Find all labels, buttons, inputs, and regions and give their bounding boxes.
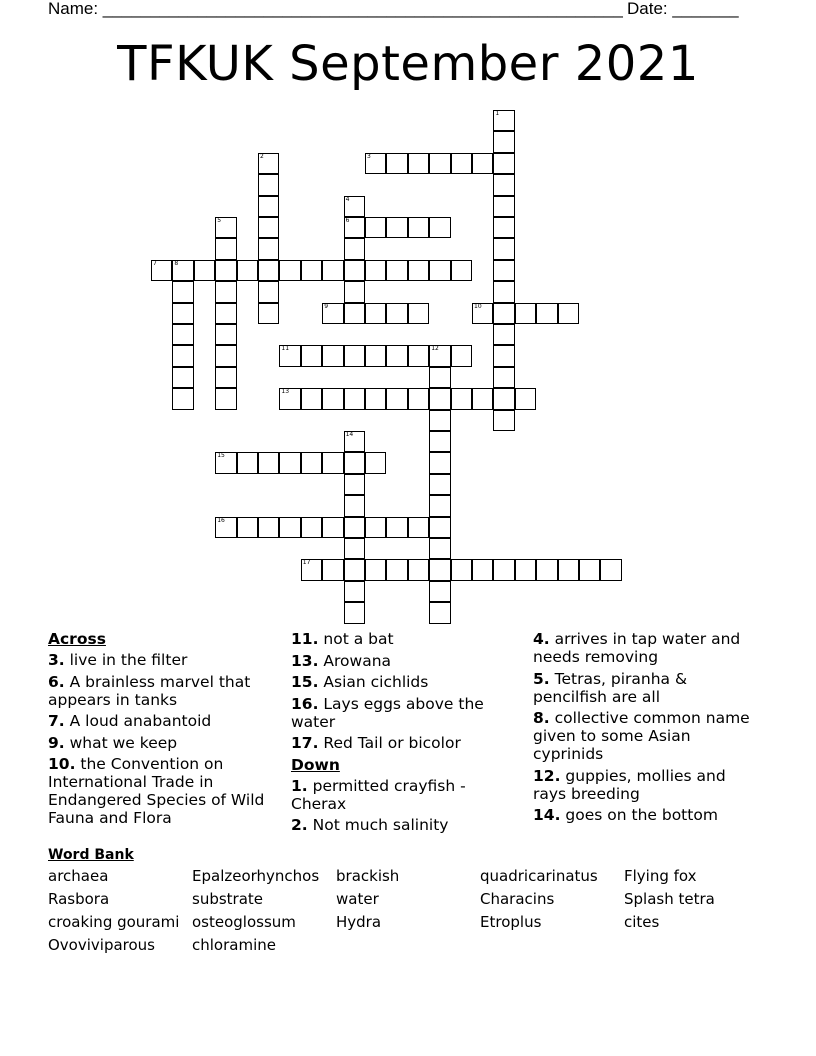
clue-across-6: 6. A brainless marvel that appears in tanks: [48, 672, 251, 709]
clue-down-5: 5. Tetras, piranha & pencilfish are all: [533, 669, 688, 706]
grid-cell[interactable]: [344, 388, 365, 409]
grid-cell[interactable]: [279, 388, 300, 409]
clue-across-13: 13. Arowana: [291, 651, 392, 670]
clue-across-10: 10. the Convention on International Trade in Endangered Species of Wild Fauna and Flora: [48, 755, 265, 827]
word-bank-list: [48, 865, 768, 957]
cell-number: 5: [217, 217, 222, 224]
clue-across-17: 17. Red Tail or bicolor: [291, 734, 461, 752]
grid-cell[interactable]: [215, 281, 236, 302]
clue-across-7: 7. A loud anabantoid: [48, 712, 212, 730]
grid-cell[interactable]: [451, 153, 472, 174]
clues-column-1: [48, 630, 288, 831]
grid-cell[interactable]: [215, 303, 236, 324]
grid-cell[interactable]: [429, 388, 450, 409]
grid-cell[interactable]: [386, 303, 407, 324]
grid-cell[interactable]: [194, 260, 215, 281]
word-bank-item: quadricarinatus: [480, 867, 598, 885]
cell-number: 3: [367, 152, 371, 160]
grid-cell[interactable]: [429, 559, 450, 580]
grid-cell[interactable]: [365, 217, 386, 238]
grid-cell[interactable]: [344, 538, 365, 559]
grid-cell[interactable]: [365, 303, 386, 324]
word-bank-item: Characins: [480, 890, 555, 908]
grid-cell[interactable]: [215, 388, 236, 409]
grid-cell[interactable]: [408, 153, 429, 174]
word-bank-item: chloramine: [192, 936, 276, 954]
grid-cell[interactable]: [172, 303, 193, 324]
grid-cell[interactable]: [493, 217, 514, 238]
grid-cell[interactable]: [344, 431, 365, 452]
grid-cell[interactable]: [344, 238, 365, 259]
grid-cell[interactable]: [365, 517, 386, 538]
grid-cell[interactable]: [344, 217, 365, 238]
grid-cell[interactable]: [451, 388, 472, 409]
word-bank-item: cites: [624, 913, 660, 931]
word-bank-item: Flying fox: [624, 867, 697, 885]
grid-cell[interactable]: [365, 345, 386, 366]
grid-cell[interactable]: [172, 345, 193, 366]
grid-cell[interactable]: [429, 217, 450, 238]
grid-cell[interactable]: [386, 345, 407, 366]
grid-cell[interactable]: [344, 452, 365, 473]
grid-cell[interactable]: [172, 281, 193, 302]
grid-cell[interactable]: [493, 324, 514, 345]
word-bank-item: Hydra: [336, 913, 382, 931]
grid-cell[interactable]: [429, 345, 450, 366]
grid-cell[interactable]: [322, 260, 343, 281]
grid-cell[interactable]: [279, 260, 300, 281]
word-bank-item: osteoglossum: [192, 913, 296, 931]
grid-cell[interactable]: [215, 238, 236, 259]
grid-cell[interactable]: [344, 345, 365, 366]
grid-cell[interactable]: [237, 260, 258, 281]
grid-cell[interactable]: [279, 345, 300, 366]
grid-cell[interactable]: [429, 495, 450, 516]
grid-cell[interactable]: [258, 174, 279, 195]
word-bank-item: archaea: [48, 867, 109, 885]
grid-cell[interactable]: [279, 452, 300, 473]
word-bank-item: Splash tetra: [624, 890, 715, 908]
grid-cell[interactable]: [408, 303, 429, 324]
grid-cell[interactable]: [172, 367, 193, 388]
cell-number: 10: [474, 302, 482, 310]
grid-cell[interactable]: [429, 602, 450, 623]
grid-cell[interactable]: [493, 131, 514, 152]
grid-cell[interactable]: [215, 517, 236, 538]
cell-number: 4: [345, 195, 350, 203]
grid-cell[interactable]: [215, 217, 236, 238]
clue-down-2: 2. Not much salinity: [291, 816, 449, 834]
grid-cell[interactable]: [493, 559, 514, 580]
grid-cell[interactable]: [493, 367, 514, 388]
grid-cell[interactable]: [429, 410, 450, 431]
grid-cell[interactable]: [493, 238, 514, 259]
grid-cell[interactable]: [493, 153, 514, 174]
grid-cell[interactable]: [429, 153, 450, 174]
name-field-label: Name: _______________________________________________________: [48, 0, 623, 18]
grid-cell[interactable]: [451, 559, 472, 580]
grid-cell[interactable]: [386, 559, 407, 580]
word-bank-item: croaking gourami: [48, 913, 180, 931]
grid-cell[interactable]: [344, 303, 365, 324]
grid-cell[interactable]: [515, 388, 536, 409]
word-bank-item: water: [336, 890, 379, 908]
grid-cell[interactable]: [386, 260, 407, 281]
cell-number: 6: [345, 217, 350, 224]
grid-cell[interactable]: [215, 260, 236, 281]
grid-cell[interactable]: [344, 581, 365, 602]
grid-cell[interactable]: [472, 559, 493, 580]
grid-cell[interactable]: [151, 260, 172, 281]
grid-cell[interactable]: [258, 196, 279, 217]
cell-number: 14: [345, 431, 354, 438]
grid-cell[interactable]: [344, 281, 365, 302]
grid-cell[interactable]: [301, 559, 322, 580]
grid-cell[interactable]: [301, 345, 322, 366]
clue-down-14: 14. goes on the bottom: [533, 806, 718, 824]
grid-cell[interactable]: [429, 474, 450, 495]
down-heading: Down: [291, 755, 340, 774]
clue-across-16: 16. Lays eggs above the water: [291, 694, 484, 731]
grid-cell[interactable]: [344, 559, 365, 580]
grid-cell[interactable]: [172, 260, 193, 281]
grid-cell[interactable]: [600, 559, 621, 580]
grid-cell[interactable]: [386, 217, 407, 238]
clue-down-4: 4. arrives in tap water and needs removing: [533, 630, 741, 666]
grid-cell[interactable]: [493, 196, 514, 217]
grid-cell[interactable]: [344, 495, 365, 516]
grid-cell[interactable]: [301, 452, 322, 473]
cell-number: 9: [324, 302, 329, 310]
grid-cell[interactable]: [472, 303, 493, 324]
grid-cell[interactable]: [472, 388, 493, 409]
grid-cell[interactable]: [322, 452, 343, 473]
grid-cell[interactable]: [172, 388, 193, 409]
grid-cell[interactable]: [344, 260, 365, 281]
cell-number: 7: [153, 259, 157, 267]
grid-cell[interactable]: [408, 260, 429, 281]
grid-cell[interactable]: [493, 281, 514, 302]
grid-cell[interactable]: [429, 581, 450, 602]
grid-cell[interactable]: [536, 559, 557, 580]
grid-cell[interactable]: [322, 388, 343, 409]
grid-cell[interactable]: [493, 260, 514, 281]
grid-cell[interactable]: [365, 260, 386, 281]
grid-cell[interactable]: [493, 303, 514, 324]
grid-cell[interactable]: [429, 367, 450, 388]
grid-cell[interactable]: [365, 452, 386, 473]
cell-number: 2: [260, 152, 264, 160]
cell-number: 17: [302, 559, 311, 567]
grid-cell[interactable]: [322, 559, 343, 580]
cell-number: 15: [217, 452, 225, 460]
grid-cell[interactable]: [429, 538, 450, 559]
grid-cell[interactable]: [237, 517, 258, 538]
grid-cell[interactable]: [451, 345, 472, 366]
clues-column-2: [291, 630, 511, 838]
clue-across-15: 15. Asian cichlids: [291, 673, 429, 691]
grid-cell[interactable]: [408, 217, 429, 238]
clue-down-1: 1. permitted crayfish - Cherax: [291, 776, 466, 813]
grid-cell[interactable]: [322, 345, 343, 366]
grid-cell[interactable]: [493, 410, 514, 431]
word-bank-item: Etroplus: [480, 913, 542, 931]
grid-cell[interactable]: [558, 559, 579, 580]
grid-cell[interactable]: [408, 559, 429, 580]
grid-cell[interactable]: [258, 238, 279, 259]
grid-cell[interactable]: [429, 431, 450, 452]
grid-cell[interactable]: [515, 303, 536, 324]
word-bank-title: Word Bank: [48, 847, 134, 863]
grid-cell[interactable]: [408, 388, 429, 409]
cell-number: 1: [495, 110, 500, 117]
grid-cell[interactable]: [301, 388, 322, 409]
grid-cell[interactable]: [322, 303, 343, 324]
grid-cell[interactable]: [515, 559, 536, 580]
grid-cell[interactable]: [279, 517, 300, 538]
page-title: TFKUK September 2021: [117, 36, 699, 92]
grid-cell[interactable]: [472, 153, 493, 174]
cell-number: 13: [281, 388, 290, 396]
grid-cell[interactable]: [365, 153, 386, 174]
clues-column-3: [533, 630, 763, 828]
grid-cell[interactable]: [215, 452, 236, 473]
grid-cell[interactable]: [386, 388, 407, 409]
grid-cell[interactable]: [386, 153, 407, 174]
across-heading: Across: [48, 630, 106, 648]
grid-cell[interactable]: [301, 517, 322, 538]
date-field-label: Date: _______: [627, 0, 739, 18]
clue-across-3: 3. live in the filter: [48, 651, 188, 669]
grid-cell[interactable]: [429, 517, 450, 538]
word-bank-item: Rasbora: [48, 890, 110, 908]
grid-cell[interactable]: [237, 452, 258, 473]
word-bank-item: Epalzeorhynchos: [192, 867, 320, 885]
clue-across-11: 11. not a bat: [291, 630, 394, 648]
grid-cell[interactable]: [386, 517, 407, 538]
grid-cell[interactable]: [258, 217, 279, 238]
cell-number: 16: [217, 516, 225, 524]
grid-cell[interactable]: [493, 345, 514, 366]
grid-cell[interactable]: [258, 303, 279, 324]
grid-cell[interactable]: [429, 260, 450, 281]
grid-cell[interactable]: [322, 517, 343, 538]
grid-cell[interactable]: [215, 367, 236, 388]
grid-cell[interactable]: [365, 388, 386, 409]
cell-number: 11: [281, 345, 290, 353]
grid-cell[interactable]: [558, 303, 579, 324]
grid-cell[interactable]: [258, 260, 279, 281]
clue-across-9: 9. what we keep: [48, 733, 178, 752]
grid-cell[interactable]: [579, 559, 600, 580]
word-bank-item: substrate: [192, 890, 264, 908]
grid-cell[interactable]: [408, 517, 429, 538]
grid-cell[interactable]: [344, 474, 365, 495]
grid-cell[interactable]: [344, 602, 365, 623]
grid-cell[interactable]: [258, 281, 279, 302]
grid-cell[interactable]: [429, 452, 450, 473]
grid-cell[interactable]: [258, 153, 279, 174]
grid-cell[interactable]: [408, 345, 429, 366]
grid-cell[interactable]: [215, 324, 236, 345]
clue-down-8: 8. collective common name given to some Asian cyprinids: [533, 709, 750, 763]
grid-cell[interactable]: [493, 110, 514, 131]
cell-number: 8: [174, 259, 179, 267]
clue-down-12: 12. guppies, mollies and rays breeding: [533, 766, 726, 803]
word-bank-item: brackish: [336, 867, 400, 885]
cell-number: 12: [431, 345, 439, 353]
grid-cell[interactable]: [258, 452, 279, 473]
grid-cell[interactable]: [172, 324, 193, 345]
grid-cell[interactable]: [493, 388, 514, 409]
grid-cell[interactable]: [258, 517, 279, 538]
word-bank-item: Ovoviviparous: [48, 936, 155, 954]
grid-cell[interactable]: [365, 559, 386, 580]
grid-cell[interactable]: [451, 260, 472, 281]
grid-cell[interactable]: [301, 260, 322, 281]
grid-cell[interactable]: [536, 303, 557, 324]
grid-cell[interactable]: [493, 174, 514, 195]
word-bank: [48, 846, 768, 957]
grid-cell[interactable]: [344, 517, 365, 538]
grid-cell[interactable]: [215, 345, 236, 366]
grid-cell[interactable]: [344, 196, 365, 217]
